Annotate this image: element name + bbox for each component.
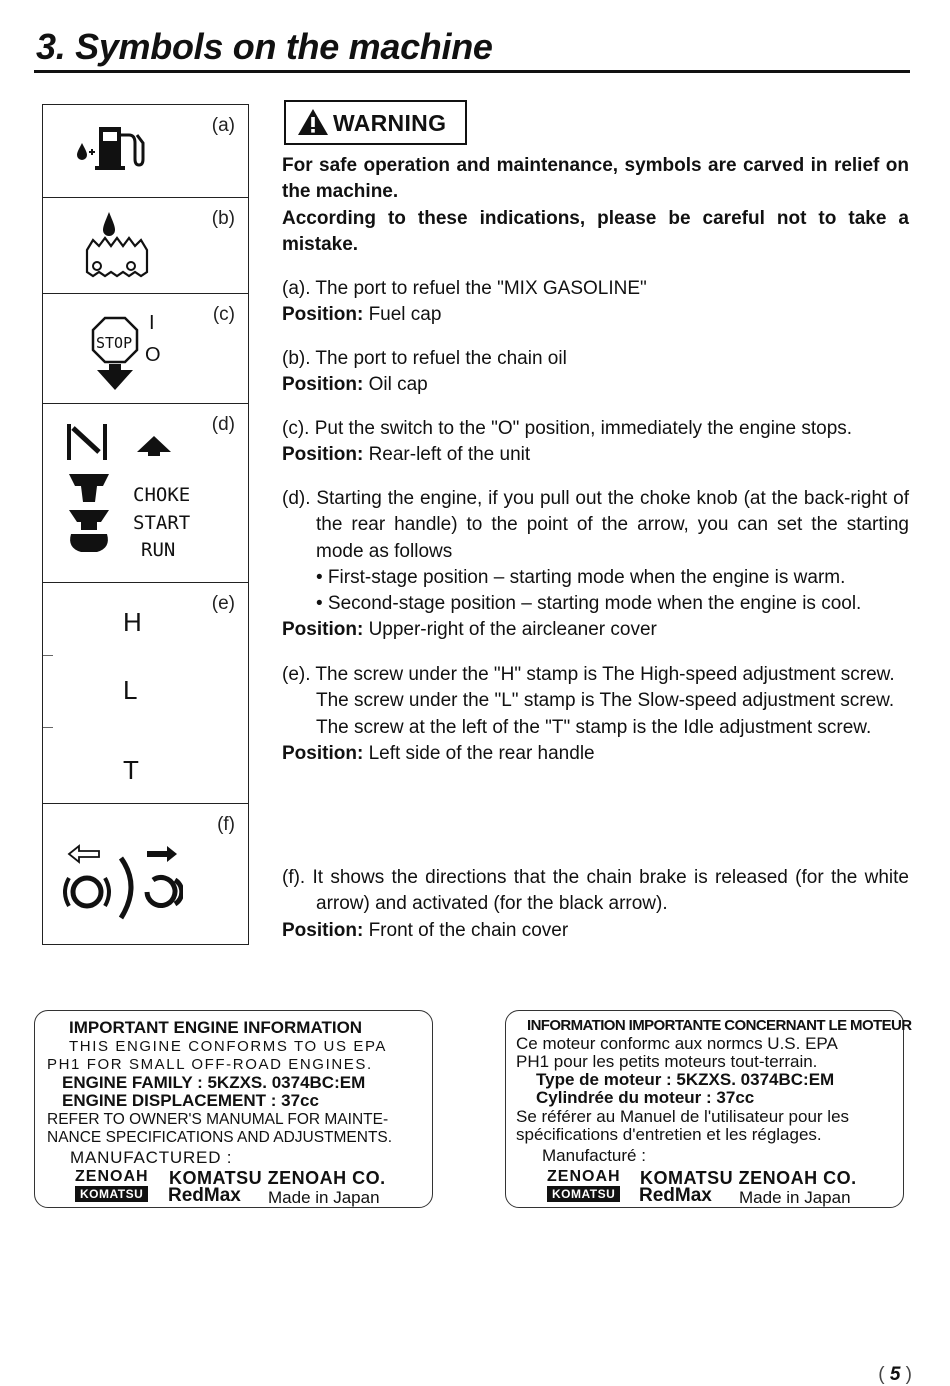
item-e	[282, 662, 909, 767]
company-name: KOMATSU ZENOAH CO.	[640, 1168, 857, 1188]
run-mode-label: RUN	[141, 539, 176, 561]
symbol-tag-d: (d)	[211, 414, 235, 435]
symbol-cell-c	[43, 293, 248, 403]
title-rule	[34, 70, 910, 73]
label-en-line: IMPORTANT ENGINE INFORMATION	[69, 1018, 363, 1037]
symbol-cell-e	[43, 582, 248, 803]
item-d-position: Upper-right of the aircleaner cover	[368, 619, 657, 641]
label-fr-line: Manufacturé :	[542, 1146, 646, 1165]
symbol-tag-e: (e)	[211, 593, 235, 614]
chain-brake-icon	[63, 840, 183, 920]
symbol-table	[42, 104, 249, 945]
arrow-up-icon	[135, 434, 173, 458]
symbol-cell-a	[43, 105, 248, 197]
switch-off-symbol: O	[145, 344, 161, 366]
item-c-text: (c). Put the switch to the "O" position, immediately the engine stops.	[282, 418, 853, 439]
warning-triangle-icon	[297, 108, 329, 136]
made-in-label: Made in Japan	[268, 1188, 380, 1207]
symbol-tag-f: (f)	[217, 814, 235, 835]
item-b-text: (b). The port to refuel the chain oil	[282, 348, 567, 369]
symbol-tag-b: (b)	[211, 208, 235, 229]
item-f-position: Front of the chain cover	[368, 919, 569, 941]
label-fr-line: Ce moteur conformc aux normcs U.S. EPA	[516, 1034, 838, 1053]
item-d-text: (d). Starting the engine, if you pull out the choke knob (at the back-right of the rear handle) to the point of the arrow, you can set the starting mode as follows	[282, 488, 909, 562]
item-e-extra: The screw at the left of the "T" stamp is the Idle adjustment screw.	[316, 716, 872, 738]
item-b	[282, 346, 909, 399]
start-mode-label: START	[133, 512, 191, 534]
label-en-line: ENGINE FAMILY : 5KZXS. 0374BC:EM	[62, 1073, 366, 1092]
chain-oil-icon	[81, 210, 151, 282]
position-label: Position:	[282, 919, 364, 941]
brand-name: RedMax	[639, 1185, 712, 1206]
symbol-cell-d	[43, 403, 248, 582]
item-a	[282, 276, 909, 329]
label-en-line: MANUFACTURED :	[70, 1148, 233, 1167]
zenoah-logo: ZENOAH	[75, 1168, 149, 1185]
item-e-position: Left side of the rear handle	[368, 742, 595, 764]
position-label: Position:	[282, 304, 364, 326]
high-speed-screw-symbol: H	[123, 607, 142, 637]
item-c-position: Rear-left of the unit	[368, 444, 531, 466]
position-label: Position:	[282, 619, 364, 641]
item-c	[282, 416, 909, 469]
symbol-tag-a: (a)	[211, 115, 235, 136]
engine-info-label-fr	[505, 1010, 912, 1208]
choke-lever-icon	[65, 422, 115, 462]
choke-mode-label: CHOKE	[133, 484, 191, 506]
page-number-value: 5	[889, 1364, 901, 1385]
item-a-position: Fuel cap	[368, 304, 442, 326]
label-fr-line: INFORMATION IMPORTANTE CONCERNANT LE MOTEUR	[527, 1017, 912, 1034]
label-fr-line: Cylindrée du moteur : 37cc	[536, 1088, 755, 1107]
position-label: Position:	[282, 374, 364, 396]
item-d-bullet: • First-stage position – starting mode when the engine is warm.	[316, 566, 846, 588]
item-a-text: (a). The port to refuel the "MIX GASOLINE"	[282, 278, 647, 299]
item-d-bullet: • Second-stage position – starting mode when the engine is cool.	[316, 593, 862, 615]
item-e-extra: The screw under the "L" stamp is The Slow-speed adjustment screw.	[316, 690, 895, 712]
position-label: Position:	[282, 444, 364, 466]
company-name: KOMATSU ZENOAH CO.	[169, 1168, 386, 1188]
choke-stage-icon	[67, 472, 111, 562]
stop-switch-icon	[91, 316, 139, 392]
komatsu-logo: KOMATSU	[75, 1186, 148, 1202]
low-speed-screw-symbol: L	[123, 675, 138, 705]
item-b-position: Oil cap	[368, 374, 428, 396]
warning-box	[284, 100, 467, 145]
label-fr-line: PH1 pour les petits moteurs tout-terrain.	[516, 1052, 818, 1071]
label-fr-line: Type de moteur : 5KZXS. 0374BC:EM	[536, 1070, 835, 1089]
made-in-label: Made in Japan	[739, 1188, 851, 1207]
label-en-line: THIS ENGINE CONFORMS TO US EPA	[69, 1038, 388, 1055]
page-number: ( 5 )	[878, 1364, 912, 1385]
warning-label: WARNING	[333, 110, 447, 136]
item-f-text: (f). It shows the directions that the chain brake is released (for the white arrow) and activated (for the black arrow).	[282, 867, 909, 915]
label-en-line: PH1 FOR SMALL OFF-ROAD ENGINES.	[47, 1056, 373, 1073]
idle-screw-symbol: T	[123, 755, 139, 785]
label-fr-line: Se référer au Manuel de l'utilisateur pour les	[516, 1107, 850, 1126]
label-en-line: NANCE SPECIFICATIONS AND ADJUSTMENTS.	[47, 1129, 393, 1146]
symbol-cell-f	[43, 803, 248, 944]
zenoah-logo: ZENOAH	[547, 1168, 621, 1185]
intro-line: For safe operation and maintenance, symbols are carved in relief on the machine.	[282, 155, 909, 203]
engine-info-label-en	[34, 1010, 433, 1208]
switch-on-symbol: I	[149, 312, 155, 334]
item-d	[282, 486, 909, 644]
fuel-pump-icon	[73, 121, 153, 173]
brand-name: RedMax	[168, 1185, 241, 1206]
item-f	[282, 865, 909, 944]
stop-text: STOP	[96, 334, 133, 352]
symbol-cell-b	[43, 197, 248, 293]
item-e-text: (e). The screw under the "H" stamp is The High-speed adjustment screw.	[282, 664, 895, 685]
label-fr-line: spécifications d'entretien et les réglages.	[516, 1125, 822, 1144]
label-en-line: REFER TO OWNER'S MANUMAL FOR MAINTE-	[47, 1111, 389, 1128]
position-label: Position:	[282, 742, 364, 764]
label-en-line: ENGINE DISPLACEMENT : 37cc	[62, 1091, 319, 1110]
intro-text	[282, 153, 909, 258]
page-title: 3. Symbols on the machine	[36, 26, 493, 67]
komatsu-logo: KOMATSU	[547, 1186, 620, 1202]
intro-line: According to these indications, please be careful not to take a mistake.	[282, 207, 909, 255]
symbol-tag-c: (c)	[212, 304, 235, 325]
